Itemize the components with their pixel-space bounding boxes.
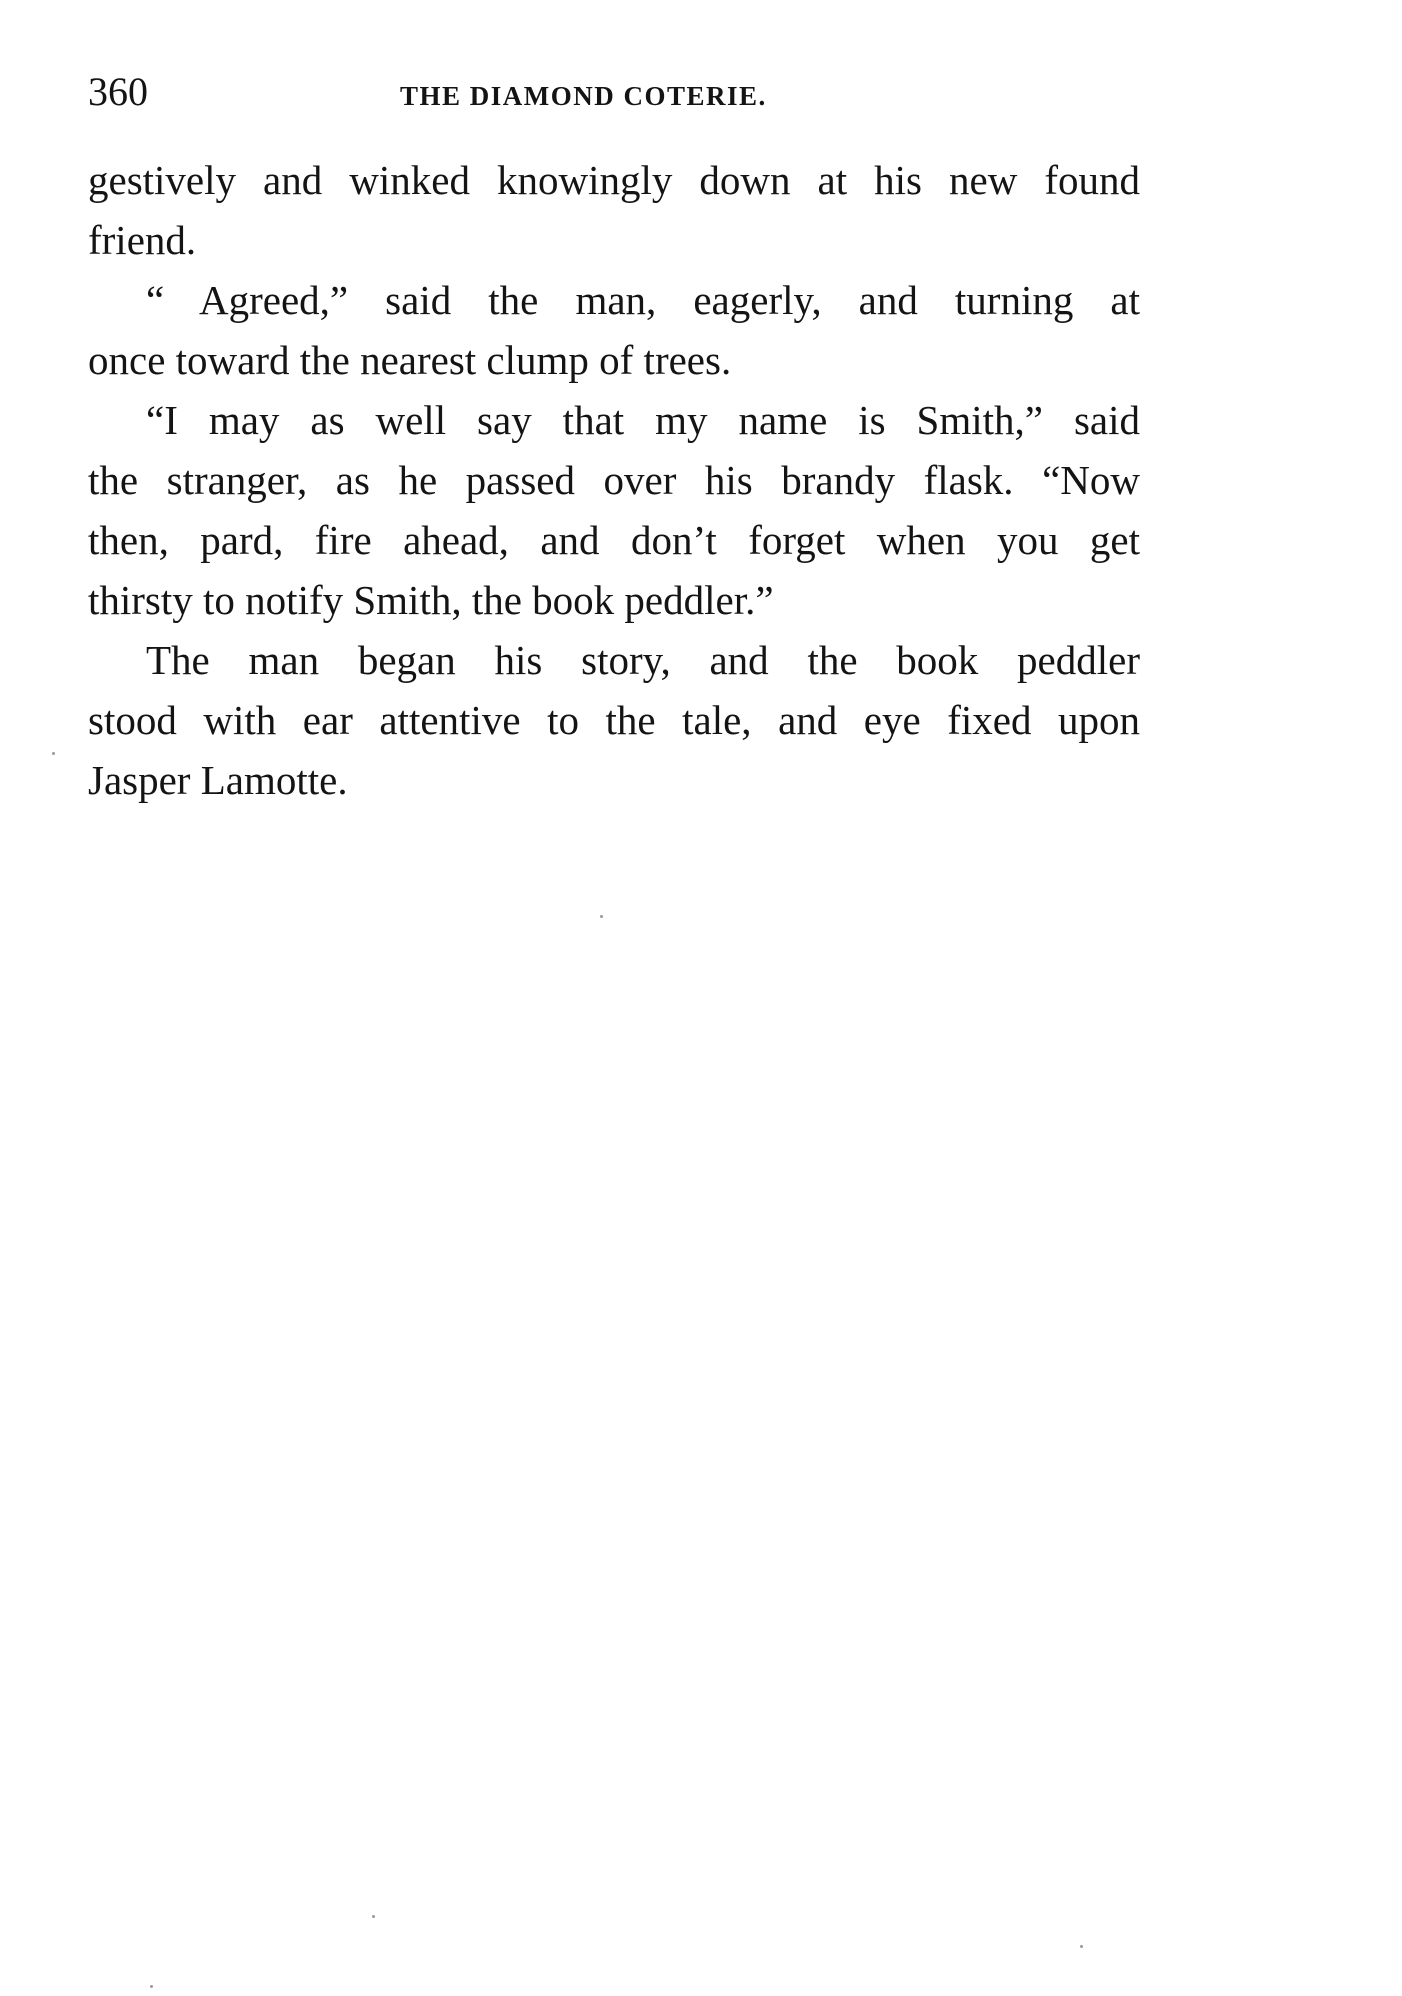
text-line: then, pard, fire ahead, and don’t forget when you get — [88, 517, 1140, 563]
body-text — [88, 150, 1140, 810]
text-line: once toward the nearest clump of trees. — [88, 337, 732, 383]
scan-speck — [52, 752, 55, 755]
text-line: friend. — [88, 217, 197, 263]
text-line: Jasper Lamotte. — [88, 757, 348, 803]
scan-speck — [600, 915, 603, 918]
running-head — [88, 66, 1140, 118]
text-line: “ Agreed,” said the man, eagerly, and turning at — [146, 277, 1140, 323]
text-line: stood with ear attentive to the tale, and eye fixed upon — [88, 697, 1140, 743]
page-number: 360 — [88, 69, 148, 114]
text-line: the stranger, as he passed over his brandy flask. “Now — [88, 457, 1140, 503]
text-line: gestively and winked knowingly down at his new found — [88, 157, 1140, 203]
scan-speck — [372, 1915, 375, 1918]
running-title: THE DIAMOND COTERIE. — [400, 81, 767, 111]
scan-speck — [1080, 1945, 1083, 1948]
scan-speck — [150, 1985, 153, 1988]
text-line: “I may as well say that my name is Smith,” said — [146, 397, 1140, 443]
text-line: The man began his story, and the book peddler — [146, 637, 1140, 683]
text-line: thirsty to notify Smith, the book peddler.” — [88, 577, 774, 623]
